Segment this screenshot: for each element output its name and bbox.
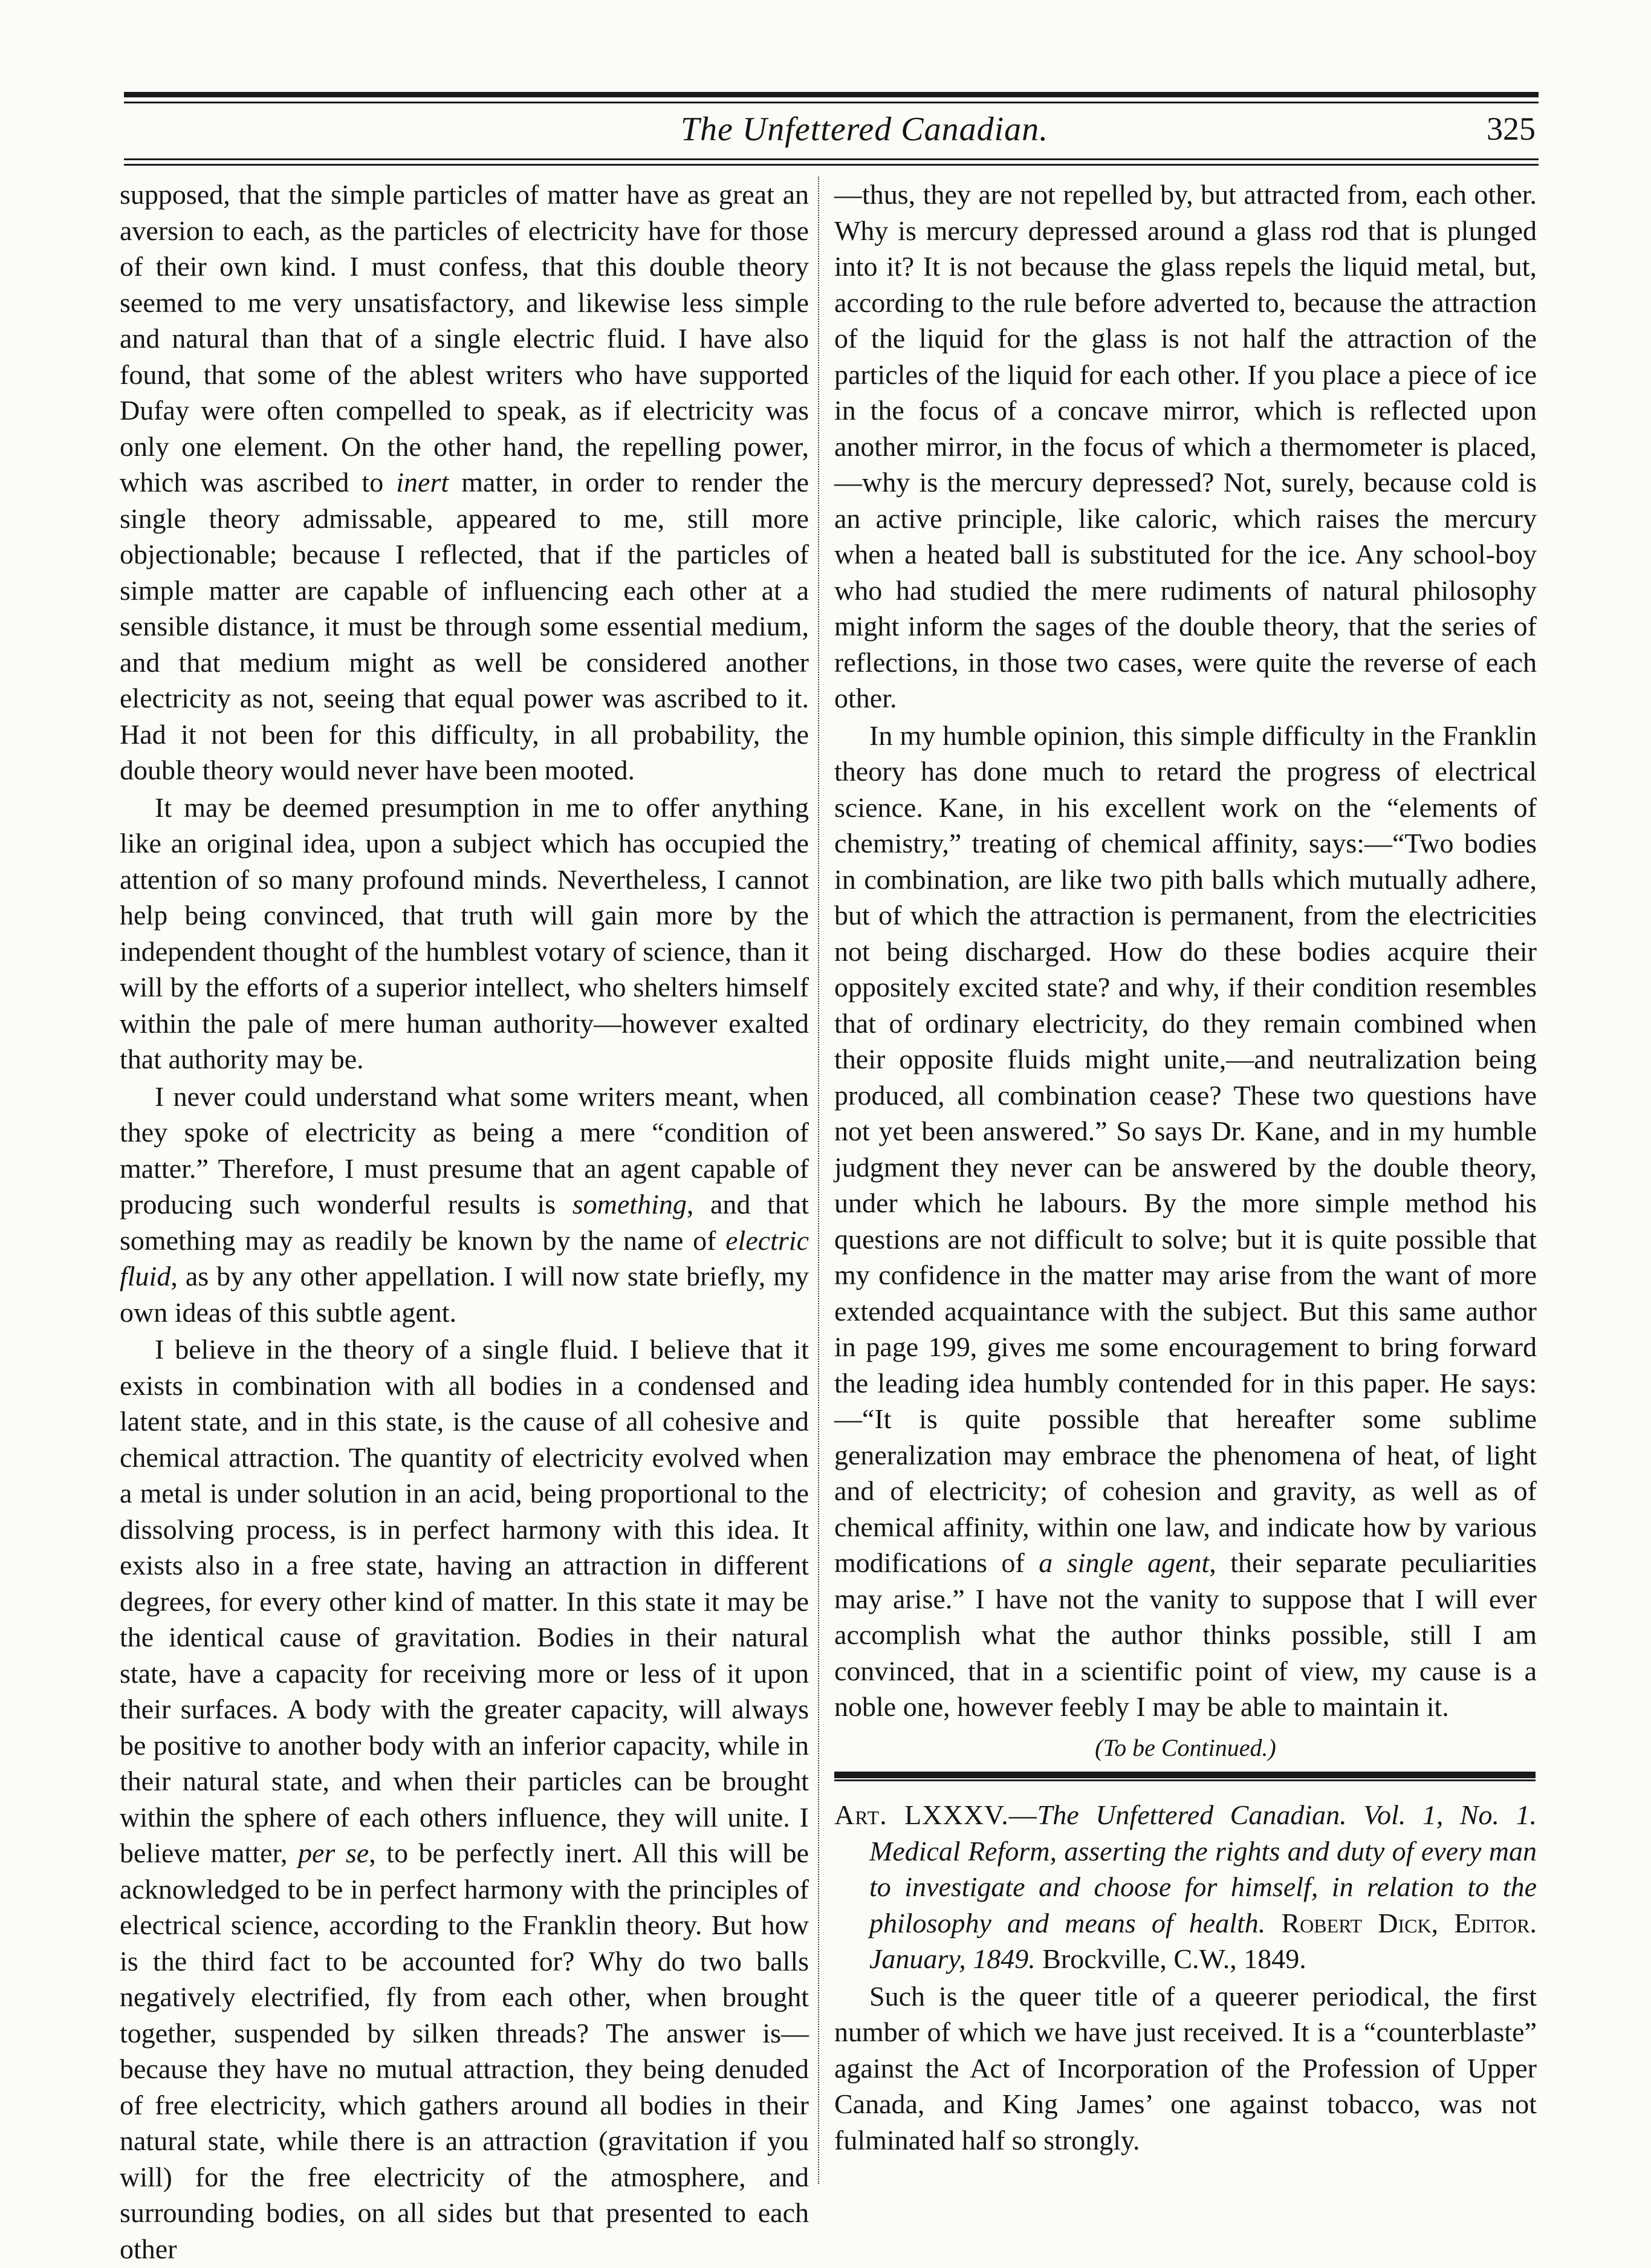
article-number: Art. LXXXV.— <box>834 1799 1037 1830</box>
right-p2-text-a: In my humble opinion, this simple difficulty in the Franklin theory has done much to retard the progress of electrical science. Kane, in his excellent work on the “elements of chemistry,” treating of chemical affinity, says:—“Two bodies in combination, are like two pith balls which mutually adhere, but of which the attraction is permanent, from the electricities not being discharged. How do these bodies acquire their oppositely excited state? and why, if their condition resembles that of ordinary electricity, do they remain combined when their opposite fluids might unite,—and neutralization being produced, all combination cease? These two questions have not yet been answered.” So says Dr. Kane, and in my humble judgment they never can be answered by the double theory, under which he labours. By the more simple method his questions are not difficult to solve; but it is quite possible that my confidence in the matter may arise from the want of more extended acquaintance with the subject. But this same author in page 199, gives me some encouragement to bring forward the leading idea humbly contended for in this paper. He says:—“It is quite possible that hereafter some sublime generalization may embrace the phenomena of heat, of light and of electricity; of cohesion and gravity, as well as of chemical affinity, within one law, and indicate how by various modifications of <box>834 720 1537 1578</box>
left-p3-text-c: , as by any other appellation. I will now state briefly, my own ideas of this subtle agent. <box>120 1261 809 1328</box>
to-be-continued: (To be Continued.) <box>1095 1733 1276 1761</box>
left-p4-emphasis: per se <box>298 1837 369 1868</box>
left-p3-text-a: I never could understand what some writers meant, when they spoke of electricity as being a mere “condition of matter.” Therefore, I must presume that an agent capable of producing such wonderful results is <box>120 1080 809 1220</box>
right-p2-text-b: , their separate peculiarities may arise.” I have not the vanity to suppose that I will ever accomplish what the author thinks possible, still I am convinced, that in a scientific point of view, my cause is a noble one, however feebly I may be able to maintain it. <box>834 1547 1537 1722</box>
article-separator-rule <box>834 1772 1536 1781</box>
left-p1-emphasis: inert <box>396 467 449 498</box>
left-p1-text-end: matter, in order to render the single theory admissable, appeared to me, still more objectionable; because I reflected, that if the particles of simple matter are capable of influencing each other at a sensible distance, it must be through some essential medium, and that medium might as well be considered another electricity as not, seeing that equal power was ascribed to it. Had it not been for this difficulty, in all probability, the double theory would never have been mooted. <box>120 467 809 785</box>
left-p3-text-b: , and that something may as readily be known by the name of <box>120 1189 809 1256</box>
header-rule-lower-b <box>124 164 1539 166</box>
right-column <box>834 177 1537 2159</box>
column-divider <box>818 177 820 2184</box>
left-p4-text-b: , to be perfectly inert. All this will be acknowledged to be in perfect harmony with the principles of electrical science, according to the Franklin theory. But how is the third fact to be accounted for? Why do two balls negatively electrified, fly from each other, when brought together, suspended by silken threads? The answer is—because they have no mutual attraction, they being denuded of free electricity, which gathers around all bodies in their natural state, while there is an attraction (gravitation if you will) for the free electricity of the atmosphere, and surrounding bodies, on all sides but that presented to each other <box>120 1837 809 2264</box>
article-title: The Unfettered Canadian. Vol. 1, No. 1. Medical Reform, asserting the rights and duty of every man to investigate and choose for himself, in relation to the philosophy and means of health. <box>869 1799 1537 1938</box>
left-paragraph-2: It may be deemed presumption in me to offer anything like an original idea, upon a subject which has occupied the attention of so many profound minds. Nevertheless, I cannot help being convinced, that truth will gain more by the independent thought of the humblest votary of science, than it will by the efforts of a superior intellect, who shelters himself within the pale of mere human authority—however exalted that authority may be. <box>120 791 809 1074</box>
article-place: Brockville, C.W., 1849. <box>1042 1943 1306 1974</box>
article-heading <box>834 1797 1537 1977</box>
header-rule-lower-a <box>124 158 1539 160</box>
right-p2-emphasis: a single agent <box>1039 1547 1210 1578</box>
left-p4-text-a: I believe in the theory of a single fluid. I believe that it exists in combination with all bodies in a condensed and latent state, and in this state, is the cause of all cohesive and chemical attraction. The quantity of electricity evolved when a metal is under solution in an acid, being proportional to the dissolving process, is in perfect harmony with this idea. It exists also in a free state, having an attraction in different degrees, for every other kind of matter. In this state it may be the identical cause of gravitation. Bodies in their natural state, have a capacity for receiving more or less of it upon their surfaces. A body with the greater capacity, will always be positive to another body with an inferior capacity, while in their natural state, and when their particles can be brought within the sphere of each others influence, they will unite. I believe matter, <box>120 1334 809 1868</box>
header-rule-upper-thin <box>124 102 1539 103</box>
left-paragraph-4 <box>120 1331 809 2267</box>
right-paragraph-3: Such is the queer title of a queerer periodical, the first number of which we have just received. It is a “counterblaste” against the Act of Incorporation of the Profession of Upper Canada, and King James’ one against tobacco, was not fulminated half so strongly. <box>834 1980 1537 2156</box>
left-p1-text: supposed, that the simple particles of matter have as great an aversion to each, as the particles of electricity have for those of their own kind. I must confess, that this double theory seemed to me very unsatisfactory, and likewise less simple and natural than that of a single electric fluid. I have also found, that some of the ablest writers who have supported Dufay were often compelled to speak, as if electricity was only one element. On the other hand, the repelling power, which was ascribed to <box>120 179 809 498</box>
right-paragraph-1: —thus, they are not repelled by, but attracted from, each other. Why is mercury depressed around a glass rod that is plunged into it? It is not because the glass repels the liquid metal, but, according to the rule before adverted to, because the attraction of the liquid for the glass is not half the attraction of the particles of the liquid for each other. If you place a piece of ice in the focus of a concave mirror, which is reflected upon another mirror, in the focus of which a thermometer is placed,—why is the mercury depressed? Not, surely, because cold is an active principle, like caloric, which raises the mercury when a heated ball is substituted for the ice. Any school-boy who had studied the mere rudiments of natural philosophy might inform the sages of the double theory, that the series of reflections, in those two cases, were quite the reverse of each other. <box>834 179 1537 713</box>
running-title: The Unfettered Canadian. <box>680 111 1049 148</box>
left-p3-emphasis-2: electric fluid <box>120 1224 809 1292</box>
article-date: January, 1849. <box>869 1943 1036 1974</box>
page-number: 325 <box>1487 111 1536 147</box>
header-rule-top <box>124 92 1539 97</box>
right-paragraph-2 <box>834 718 1537 1725</box>
left-paragraph-1 <box>120 177 809 788</box>
article-editor: Robert Dick, Editor. <box>1281 1907 1537 1938</box>
left-paragraph-3 <box>120 1079 809 1331</box>
left-p3-emphasis-1: something <box>572 1189 687 1220</box>
left-column <box>120 177 809 2268</box>
